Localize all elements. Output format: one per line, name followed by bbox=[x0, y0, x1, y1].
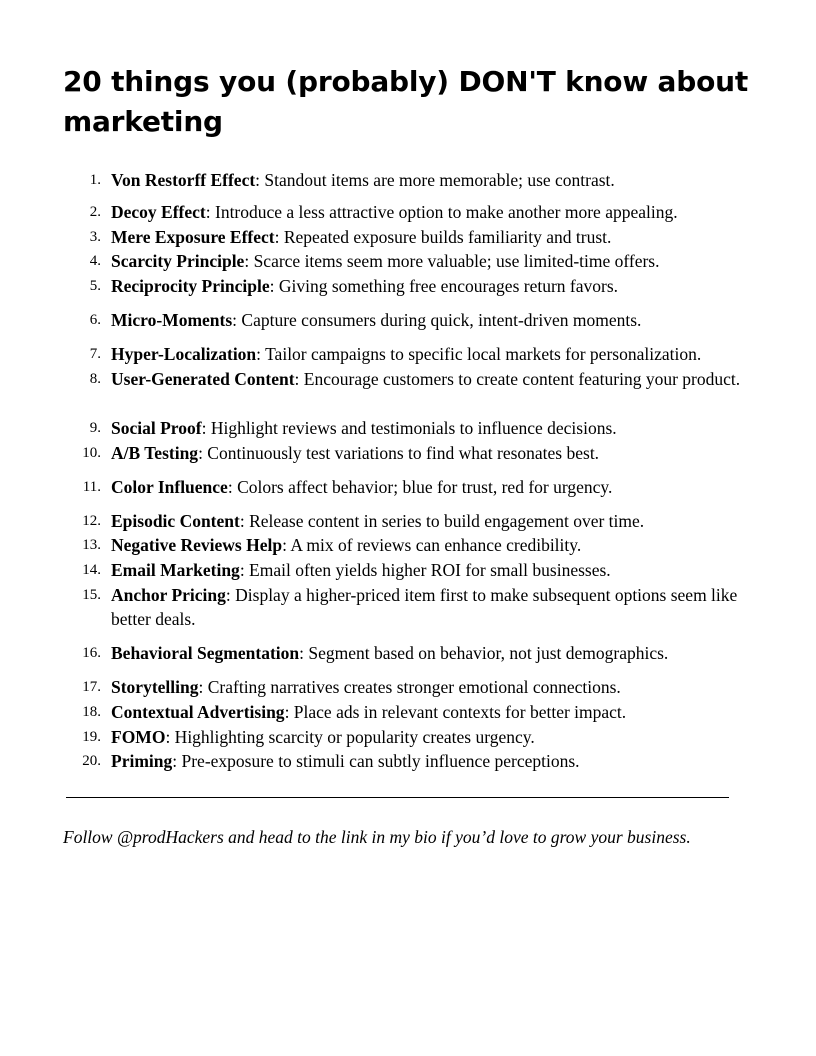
list-item-body bbox=[111, 675, 753, 699]
list-item-term: A/B Testing bbox=[111, 443, 199, 463]
list-item-number: 17. bbox=[82, 679, 101, 695]
list-item-term: Storytelling bbox=[111, 677, 199, 697]
list-item-body bbox=[111, 441, 753, 465]
page-title: 20 things you (probably) DON'T know about marketing bbox=[63, 65, 749, 138]
list-item-term: Episodic Content bbox=[111, 511, 240, 531]
divider bbox=[66, 797, 729, 798]
footer-note: Follow @prodHackers and head to the link in my bio if you’d love to grow your business. bbox=[63, 827, 691, 847]
list-item-number: 12. bbox=[82, 513, 101, 529]
list-item-text: : Continuously test variations to find what resonates best. bbox=[198, 443, 600, 463]
list-item-body bbox=[111, 168, 753, 192]
list-item-term: Reciprocity Principle bbox=[111, 276, 270, 296]
list-item-text: : Tailor campaigns to specific local markets for personalization. bbox=[256, 344, 702, 364]
list-item-text: : Highlight reviews and testimonials to influence decisions. bbox=[201, 418, 617, 438]
list-item-term: Social Proof bbox=[111, 418, 202, 438]
list-item-text: : A mix of reviews can enhance credibility. bbox=[282, 535, 582, 555]
list-item-body bbox=[111, 475, 753, 499]
list-item-body bbox=[111, 533, 753, 557]
list-item-text: : Place ads in relevant contexts for better impact. bbox=[284, 702, 627, 722]
list-item-number: 10. bbox=[82, 445, 101, 461]
list-item-text: : Encourage customers to create content featuring your product. bbox=[294, 369, 741, 389]
list-item-number: 2. bbox=[89, 204, 101, 220]
list-item-text: : Segment based on behavior, not just demographics. bbox=[299, 643, 669, 663]
list-item-term: Anchor Pricing bbox=[111, 585, 226, 605]
list-item-number: 13. bbox=[82, 537, 101, 553]
list-item-text: : Email often yields higher ROI for small businesses. bbox=[239, 560, 611, 580]
list-item-text: : Pre-exposure to stimuli can subtly influence perceptions. bbox=[172, 751, 580, 771]
list-item-text: : Scarce items seem more valuable; use limited-time offers. bbox=[244, 251, 660, 271]
list-item-text: : Introduce a less attractive option to make another more appealing. bbox=[205, 202, 678, 222]
list-item-number: 16. bbox=[82, 645, 101, 661]
list-item-text: : Repeated exposure builds familiarity and trust. bbox=[274, 227, 612, 247]
list-item-term: Contextual Advertising bbox=[111, 702, 285, 722]
list-item-text: : Standout items are more memorable; use contrast. bbox=[255, 170, 615, 190]
list-item-body bbox=[111, 274, 753, 298]
list-item-number: 9. bbox=[89, 420, 101, 436]
list-item-term: Hyper-Localization bbox=[111, 344, 257, 364]
list-item-body bbox=[111, 342, 753, 366]
list-item-term: Color Influence bbox=[111, 477, 228, 497]
list-item-body bbox=[111, 416, 753, 440]
list-item-number: 18. bbox=[82, 704, 101, 720]
list-item-term: User-Generated Content bbox=[111, 369, 295, 389]
list-item-term: Scarcity Principle bbox=[111, 251, 245, 271]
list-item-number: 14. bbox=[82, 562, 101, 578]
list-item-number: 20. bbox=[82, 753, 101, 769]
list-item-number: 5. bbox=[89, 278, 101, 294]
list-item-term: Negative Reviews Help bbox=[111, 535, 283, 555]
list-item-number: 19. bbox=[82, 729, 101, 745]
list-item-term: FOMO bbox=[111, 727, 166, 747]
list-item-body bbox=[111, 200, 753, 224]
list-item-body bbox=[111, 509, 753, 533]
list-item-text: : Display a higher-priced item first to make subsequent options seem like better deals. bbox=[111, 585, 738, 629]
list-item-number: 6. bbox=[89, 312, 101, 328]
list-item-body bbox=[111, 725, 753, 749]
list-item-body bbox=[111, 249, 753, 273]
list-item-term: Micro-Moments bbox=[111, 310, 233, 330]
list-item-text: : Crafting narratives creates stronger emotional connections. bbox=[198, 677, 621, 697]
list-item-term: Behavioral Segmentation bbox=[111, 643, 300, 663]
list-item-text: : Highlighting scarcity or popularity creates urgency. bbox=[165, 727, 535, 747]
list-item-body bbox=[111, 367, 753, 391]
list-item-body bbox=[111, 308, 753, 332]
list-item-body bbox=[111, 225, 753, 249]
list-item-number: 15. bbox=[82, 587, 101, 603]
list-item-number: 11. bbox=[82, 479, 101, 495]
list-item-body bbox=[111, 749, 753, 773]
list-item-number: 1. bbox=[89, 172, 101, 188]
list-item-number: 4. bbox=[89, 253, 101, 269]
list-item-term: Priming bbox=[111, 751, 173, 771]
list-item-number: 7. bbox=[89, 346, 101, 362]
document-page bbox=[63, 62, 753, 142]
list-item-number: 8. bbox=[89, 371, 101, 387]
list-item-term: Decoy Effect bbox=[111, 202, 206, 222]
list-item-text: : Giving something free encourages return favors. bbox=[269, 276, 619, 296]
list-item-term: Mere Exposure Effect bbox=[111, 227, 275, 247]
list-item-text: : Colors affect behavior; blue for trust, red for urgency. bbox=[227, 477, 613, 497]
list-item-body bbox=[111, 583, 753, 631]
list-item-body bbox=[111, 558, 753, 582]
list-item-body bbox=[111, 700, 753, 724]
list-item-number: 3. bbox=[89, 229, 101, 245]
list-item-term: Email Marketing bbox=[111, 560, 240, 580]
list-item-text: : Capture consumers during quick, intent-driven moments. bbox=[232, 310, 642, 330]
list-item-body bbox=[111, 641, 753, 665]
list-item-text: : Release content in series to build engagement over time. bbox=[239, 511, 645, 531]
list-item-term: Von Restorff Effect bbox=[111, 170, 256, 190]
